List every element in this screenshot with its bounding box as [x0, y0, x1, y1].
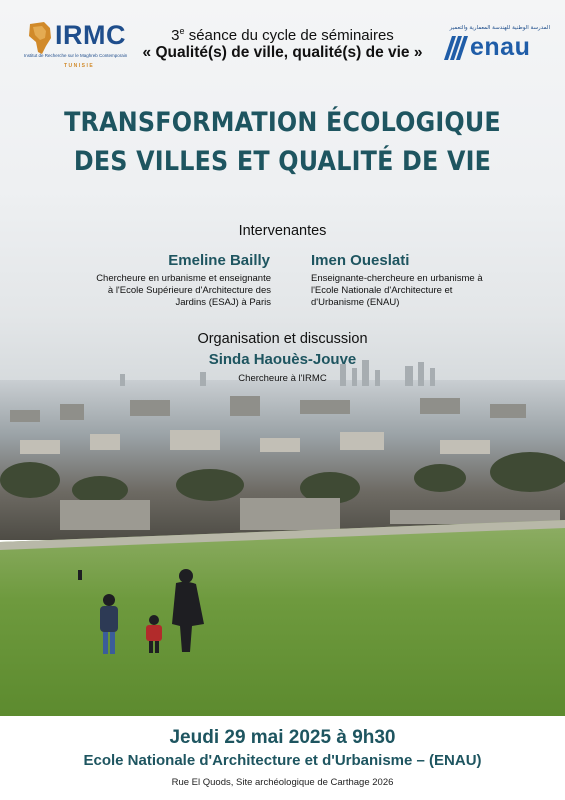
irmc-logo-text: IRMC — [55, 20, 126, 50]
event-venue: Ecole Nationale d'Architecture et d'Urbanisme – (ENAU) — [83, 752, 482, 769]
event-address: Rue El Quods, Site archéologique de Carthage 2026 — [171, 777, 394, 788]
speaker-1-desc-line: Jardins (ESAJ) à Paris — [175, 297, 271, 308]
title-line-2: DES VILLES ET QUALITÉ DE VIE — [73, 146, 492, 177]
grass-field-photo — [0, 520, 565, 720]
speaker-2-desc-line: d'Urbanisme (ENAU) — [311, 297, 400, 308]
irmc-subtitle: Institut de Recherche sur le Maghreb Contemporain — [24, 53, 128, 58]
event-date: Jeudi 29 mai 2025 à 9h30 — [169, 727, 396, 748]
speaker-1-description — [60, 273, 271, 309]
moderator-description: Chercheure à l'IRMC — [238, 373, 327, 384]
moderator-name: Sinda Haouès-Jouve — [208, 351, 357, 368]
speaker-1-desc-line: Chercheure en urbanisme et enseignante — [96, 273, 271, 284]
speaker-1-desc-line: à l'Ecole Supérieure d'Architecture des — [107, 285, 271, 296]
city-skyline-photo — [0, 360, 565, 540]
enau-arabic-name: المدرسة الوطنية للهندسة المعمارية والتعمير — [449, 25, 550, 31]
seminar-line-1: 3e séance du cycle de séminaires — [171, 26, 394, 44]
irmc-country: TUNISIE — [64, 63, 95, 69]
speaker-2-description — [311, 273, 511, 309]
speaker-1-name: Emeline Bailly — [168, 252, 270, 269]
speaker-2-name: Imen Oueslati — [311, 252, 410, 269]
speakers-heading: Intervenantes — [238, 223, 327, 239]
seminar-line-2: « Qualité(s) de ville, qualité(s) de vie » — [142, 44, 423, 61]
organisation-heading: Organisation et discussion — [197, 331, 368, 347]
speaker-2-desc-line: Enseignante-chercheure en urbanisme à — [311, 273, 483, 284]
speaker-2-desc-line: l'Ecole Nationale d'Architecture et — [311, 285, 453, 296]
title-line-1: TRANSFORMATION ÉCOLOGIQUE — [64, 107, 501, 138]
enau-logo-text: enau — [470, 33, 531, 61]
